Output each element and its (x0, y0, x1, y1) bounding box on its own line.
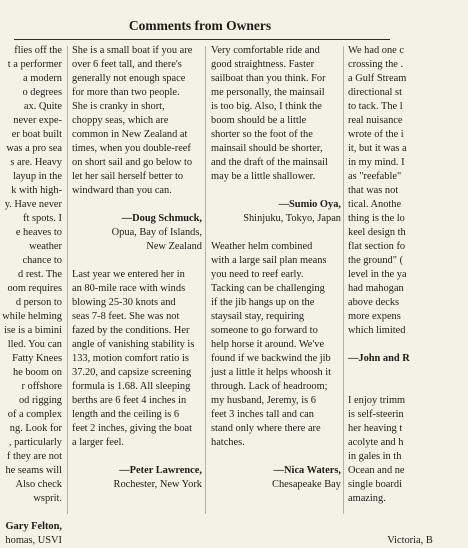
comment-body (72, 44, 202, 198)
text-line: someone to go forward to (211, 325, 318, 336)
text-line: with a large sail plan means (211, 255, 327, 266)
text-line: an 80-mile race with winds (72, 283, 186, 294)
text-line: Last year we entered her in (72, 269, 185, 280)
column-divider (343, 46, 344, 514)
text-line: staysail stay, requiring (211, 311, 305, 322)
column-divider (205, 46, 206, 514)
text-line: if the jib hangs up on the (211, 297, 315, 308)
text-line: chance to (22, 255, 62, 266)
text-line: choppy seas, which are (72, 115, 169, 126)
text-line: ng. Look for (9, 423, 62, 434)
author-name: —Peter Lawrence, (119, 465, 202, 476)
author-name: —Doug Schmuck, (121, 213, 202, 224)
text-line: had mahogan (348, 283, 404, 294)
text-line: od rigging (18, 395, 62, 406)
text-line: to tack. The l (348, 101, 403, 112)
text-line: seas 7-8 feet. She was not (72, 311, 180, 322)
text-line: generally not enough space (72, 73, 186, 84)
text-line: 133, motion comfort ratio is (72, 353, 189, 364)
text-line: berths are 6 feet 4 inches in (72, 395, 187, 406)
text-line: t a performer (7, 59, 62, 70)
text-line: angle of vanishing stability is (72, 339, 195, 350)
comment-body (348, 44, 468, 338)
text-line: k with high- (11, 185, 62, 196)
text-line: Very comfortable ride and (211, 45, 320, 56)
text-line: hatches. (211, 437, 245, 448)
text-line: Chesapeake Bay (272, 479, 341, 490)
text-line: of a complex (7, 409, 62, 420)
author-location (72, 226, 202, 254)
text-line: help horse it around. We've (211, 339, 325, 350)
author-location: Victoria, B (387, 535, 433, 546)
text-line: it, but it was a (348, 143, 407, 154)
comment-body (72, 268, 202, 450)
text-line: oom requires (7, 283, 62, 294)
text-line: tical. Anothe (348, 199, 402, 210)
text-line: lled. You can (7, 339, 62, 350)
text-line: s are. Heavy (10, 157, 62, 168)
text-line: Opua, Bay of Islands, (111, 227, 202, 238)
column-divider (67, 46, 68, 514)
text-line: er boat built (11, 129, 62, 140)
text-line: I enjoy trimm (348, 395, 406, 406)
text-line: found if we backwind the jib (211, 353, 331, 364)
text-line: d person to (15, 297, 62, 308)
text-line: shorter so the foot of the (211, 129, 313, 140)
text-line: mainsail should be shorter, (211, 143, 323, 154)
text-line: ax. Quite (23, 101, 62, 112)
author-location (211, 212, 341, 226)
text-line: and the draft of the mainsail (211, 157, 328, 168)
text-line: wsprit. (33, 493, 62, 504)
comment-column-1 (0, 44, 62, 546)
text-line: over 6 feet tall, and there's (72, 59, 182, 70)
text-line: She is a small boat if you are (72, 45, 193, 56)
comment-body (0, 44, 62, 506)
text-line: me personally, the mainsail (211, 87, 325, 98)
text-line: thing is the lo (348, 213, 405, 224)
text-line: We had one c (348, 45, 404, 56)
text-line: feet 2 inches, giving the boat (72, 423, 193, 434)
text-line: he boom on (12, 367, 62, 378)
text-line: o degrees (22, 87, 62, 98)
text-line: flat section fo (348, 241, 406, 252)
author-name: —Nica Waters, (273, 465, 341, 476)
text-line: Shinjuku, Tokyo, Japan (243, 213, 341, 224)
text-line: which limited (348, 325, 406, 336)
author-name: —Sumio Oya, (278, 199, 341, 210)
text-line: y. Have never (4, 199, 62, 210)
text-line: that was not (348, 185, 399, 196)
text-line: a modern (23, 73, 62, 84)
text-line: Ocean and ne (348, 465, 405, 476)
text-line: Tacking can be challenging (211, 283, 325, 294)
comment-body (348, 394, 468, 506)
text-line: a larger feel. (72, 437, 125, 448)
text-line: he seams will (5, 465, 62, 476)
text-line: Weather helm combined (211, 241, 313, 252)
text-line: you need to reef early. (211, 269, 304, 280)
text-line: amazing. (348, 493, 386, 504)
text-line: r offshore (21, 381, 62, 392)
text-line: as "reefable" (348, 171, 402, 182)
comment-column-2 (72, 44, 202, 516)
text-line: e heaves to (15, 227, 62, 238)
text-line: , particularly (8, 437, 62, 448)
comment-body (211, 240, 341, 450)
text-line: just a little it helps whoosh it (211, 367, 332, 378)
text-line: layup in the (12, 171, 62, 182)
text-line: wrote of the i (348, 129, 404, 140)
text-line: in gales in th (348, 451, 402, 462)
text-line: directional st (348, 87, 402, 98)
text-line: my husband, Jeremy, is 6 (211, 395, 316, 406)
text-line: Rochester, New York (113, 479, 202, 490)
title-rule (14, 39, 390, 40)
text-line: acolyte and h (348, 437, 404, 448)
text-line: keel design th (348, 227, 406, 238)
author-location (211, 478, 341, 492)
text-line: formula is 1.68. All sleeping (72, 381, 191, 392)
text-line: feet 3 inches tall and can (211, 409, 314, 420)
text-line: ise is a bimini (3, 325, 62, 336)
page-title: Comments from Owners (128, 18, 272, 33)
text-line: New Zealand (146, 241, 202, 252)
text-line: more expens (348, 311, 401, 322)
text-line: her heaving t (348, 423, 403, 434)
text-line: above decks (348, 297, 400, 308)
text-line: Also check (15, 479, 62, 490)
text-line: f they are not (6, 451, 62, 462)
text-line: good straightness. Faster (211, 59, 315, 70)
text-line: was a pro sea (6, 143, 62, 154)
text-line: the ground" ( (348, 255, 404, 266)
text-line: is too big. Also, I think the (211, 101, 322, 112)
text-line: She is cranky in short, (72, 101, 165, 112)
text-line: times, when you double-reef (72, 143, 191, 154)
text-line: level in the ya (348, 269, 407, 280)
text-line: common in New Zealand at (72, 129, 188, 140)
text-line: real nuisance (348, 115, 403, 126)
text-line: let her sail herself better to (72, 171, 184, 182)
text-line: weather (29, 241, 62, 252)
text-line: single boardi (348, 479, 402, 490)
text-line: 37.20, and capsize screening (72, 367, 192, 378)
text-line: is self-steerin (348, 409, 404, 420)
comment-column-3 (211, 44, 341, 516)
text-line: may be a little shallower. (211, 171, 316, 182)
author-name: Gary Felton, (5, 521, 62, 532)
text-line: windward than you can. (72, 185, 172, 196)
text-line: boom should be a little (211, 115, 307, 126)
text-line: Fatty Knees (12, 353, 62, 364)
comment-column-4 (348, 44, 468, 546)
text-line: for more than two people. (72, 87, 180, 98)
text-line: a Gulf Stream (348, 73, 407, 84)
text-line: fazed by the conditions. Her (72, 325, 190, 336)
text-line: sailboat than you think. For (211, 73, 326, 84)
text-line: through. Lack of headroom; (211, 381, 328, 392)
text-line: d rest. The (18, 269, 62, 280)
author-location (72, 478, 202, 492)
text-line: blowing 25-30 knots and (72, 297, 176, 308)
text-line: flies off the (14, 45, 62, 56)
text-line: length and the ceiling is 6 (72, 409, 180, 420)
text-line: crossing the . (348, 59, 404, 70)
text-line: ft spots. I (23, 213, 62, 224)
comment-body (211, 44, 341, 184)
text-line: never expe- (13, 115, 62, 126)
author-name: —John and R (348, 353, 410, 364)
author-location: homas, USVI (5, 535, 62, 546)
text-line: while helming (2, 311, 62, 322)
text-line: stand only where there are (211, 423, 321, 434)
text-line: in my mind. I (348, 157, 405, 168)
text-line: on short sail and go below to (72, 157, 193, 168)
